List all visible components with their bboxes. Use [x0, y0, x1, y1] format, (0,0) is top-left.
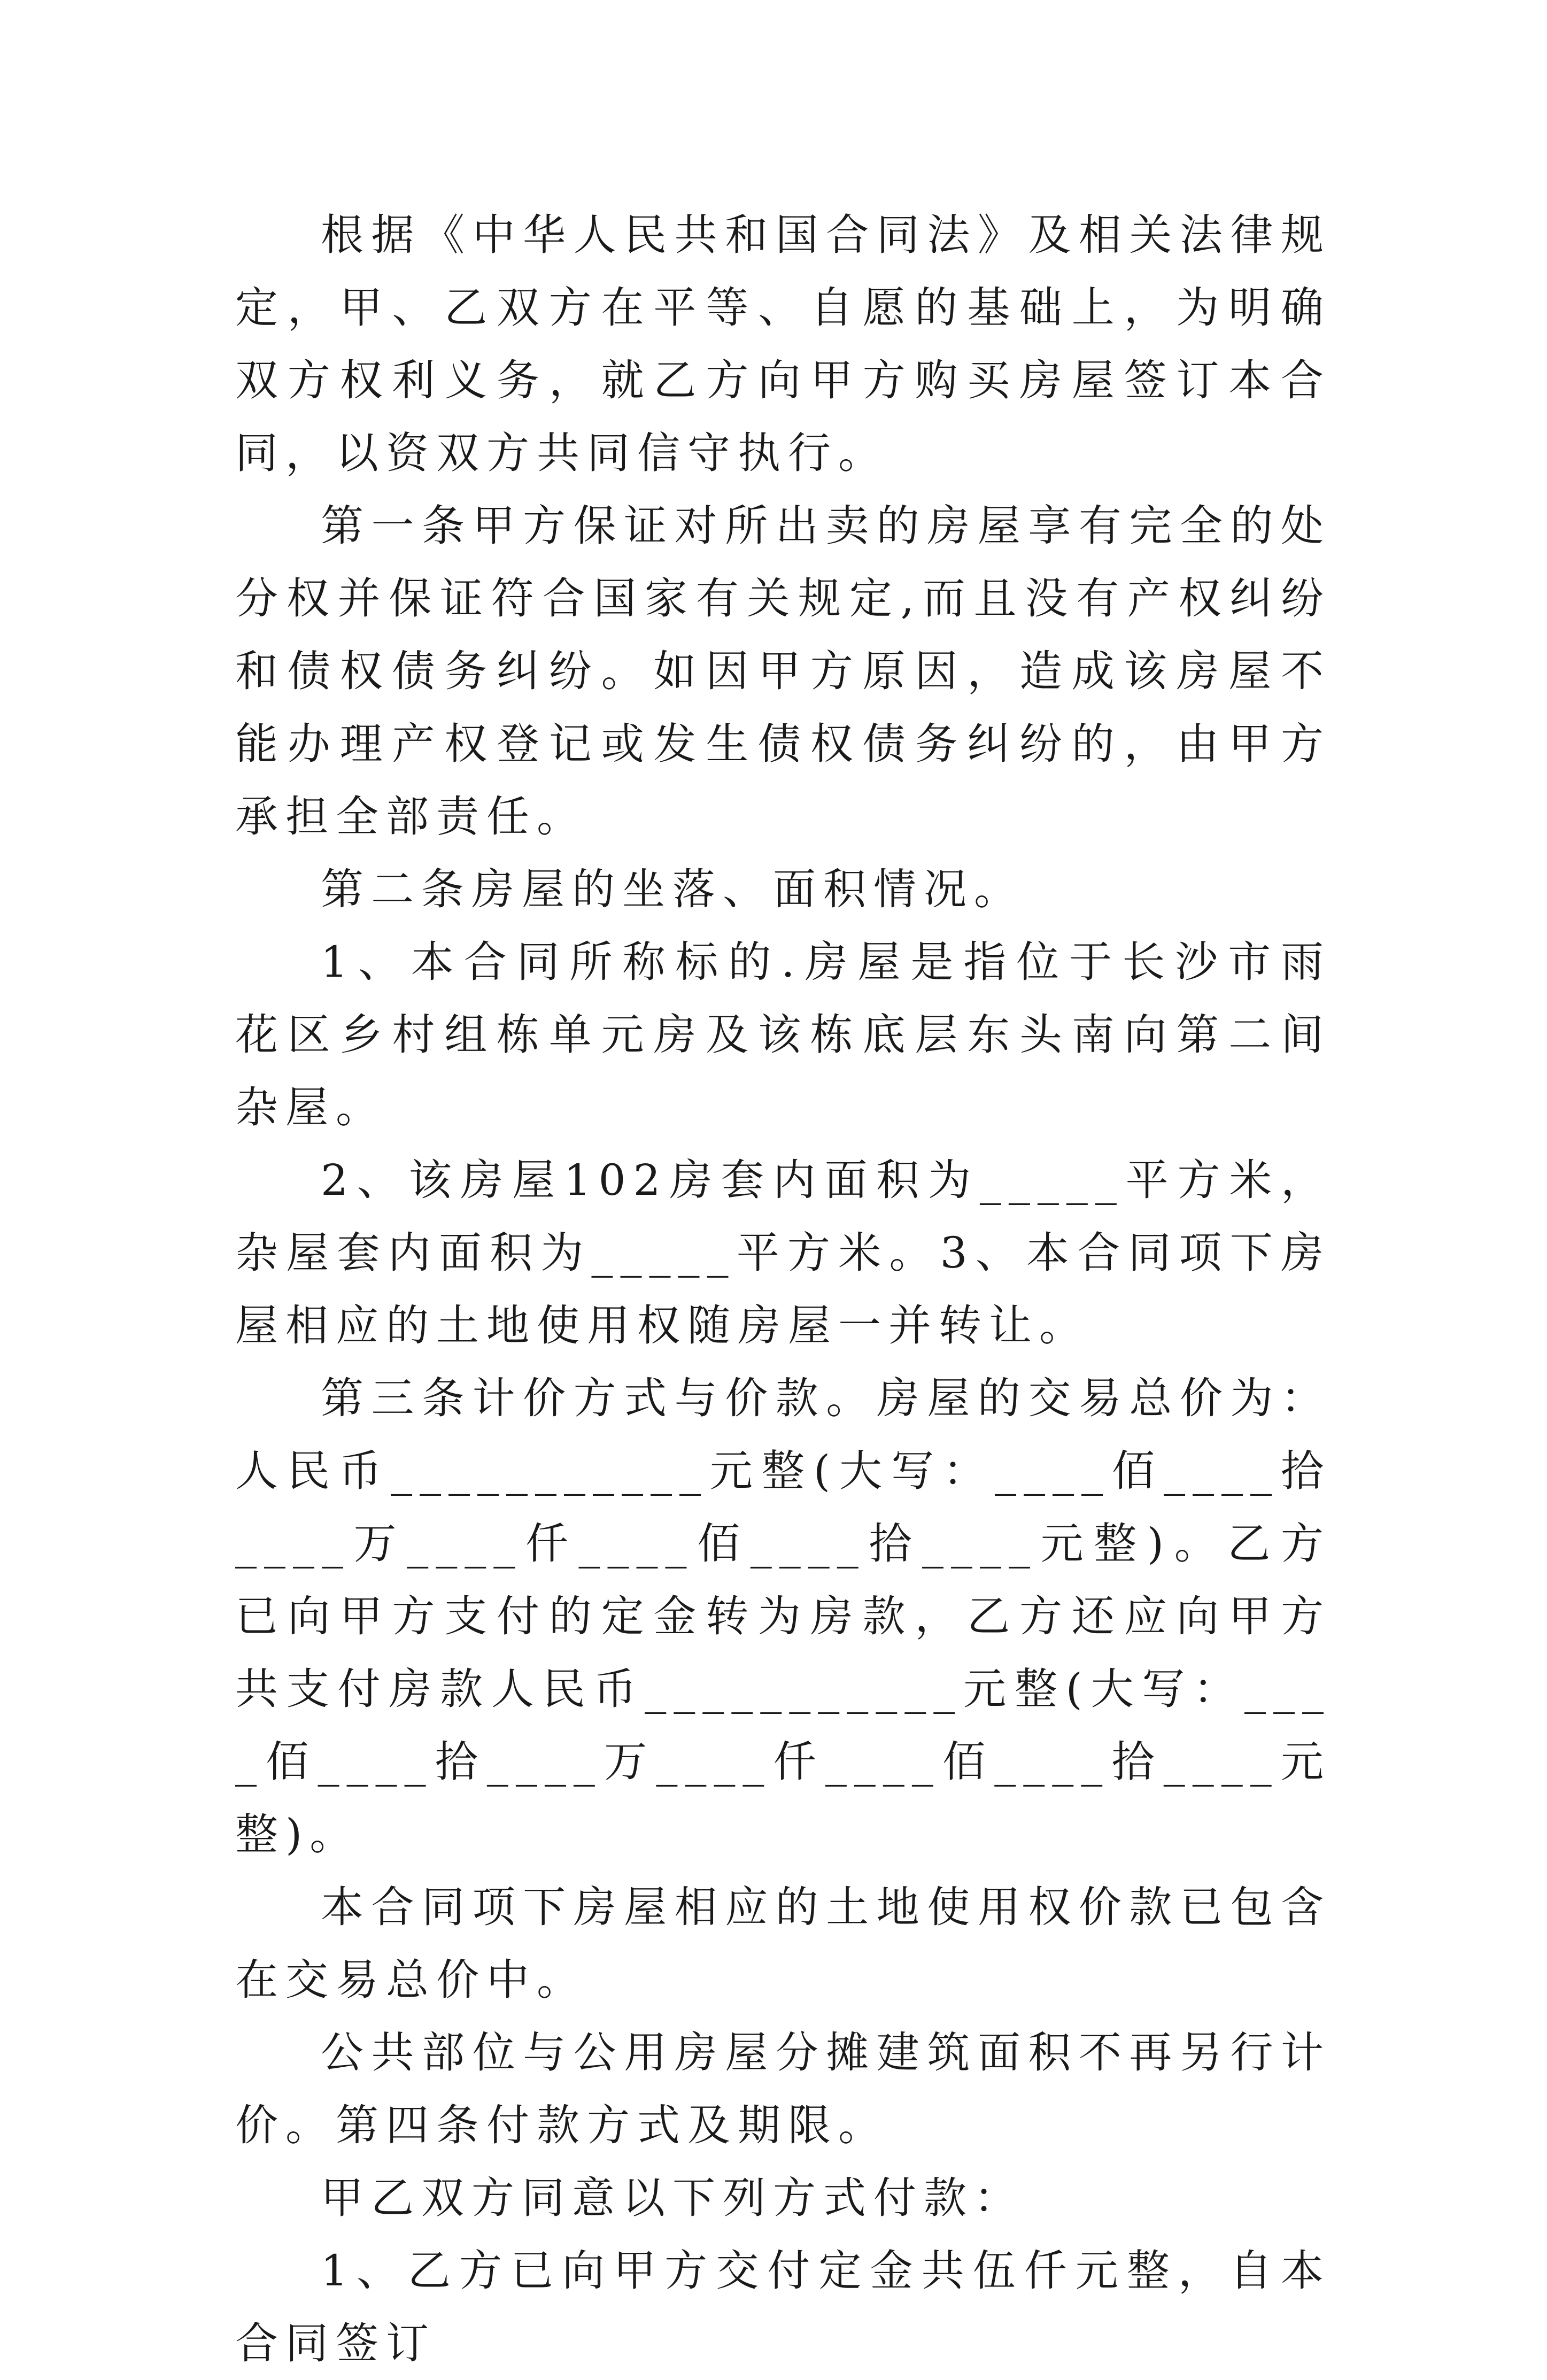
paragraph-public-area: 公共部位与公用房屋分摊建筑面积不再另行计价。第四条付款方式及期限。	[235, 2028, 1331, 2150]
paragraph-article-2-heading: 第二条房屋的坐落、面积情况。	[321, 864, 1024, 914]
paragraph-land-use-price: 本合同项下房屋相应的土地使用权价款已包含在交易总价中。	[235, 1882, 1331, 2005]
paragraph-preamble: 根据《中华人民共和国合同法》及相关法律规定，甲、乙双方在平等、自愿的基础上，为明确双方权利义务，就乙方向甲方购买房屋签订本合同，以资双方共同信守执行。	[235, 210, 1331, 478]
contract-body	[235, 199, 1331, 2380]
paragraph-payment-item-1: 1、乙方已向甲方交付定金共伍仟元整，自本合同签订	[235, 2246, 1331, 2368]
paragraph-article-2-item-2: 2、该房屋102房套内面积为_____平方米，杂屋套内面积为_____平方米。3、本合同项下房屋相应的土地使用权随房屋一并转让。	[235, 1155, 1331, 1350]
paragraph-payment-method: 甲乙双方同意以下列方式付款：	[321, 2173, 1024, 2223]
paragraph-article-2-item-1: 1、本合同所称标的.房屋是指位于长沙市雨花区乡村组栋单元房及该栋底层东头南向第二间杂屋。	[235, 937, 1331, 1132]
paragraph-article-3: 第三条计价方式与价款。房屋的交易总价为：人民币___________元整(大写：____佰____拾____万____仟____佰____拾____元整)。乙方已向甲方支付的定金转为房款，乙方还应向甲方共支付房款人民币___________元整(大写：____佰____拾____万____仟____佰____拾____元整)。	[235, 1373, 1331, 1859]
paragraph-article-1: 第一条甲方保证对所出卖的房屋享有完全的处分权并保证符合国家有关规定,而且没有产权纠纷和债权债务纠纷。如因甲方原因，造成该房屋不能办理产权登记或发生债权债务纠纷的，由甲方承担全部责任。	[235, 501, 1331, 841]
